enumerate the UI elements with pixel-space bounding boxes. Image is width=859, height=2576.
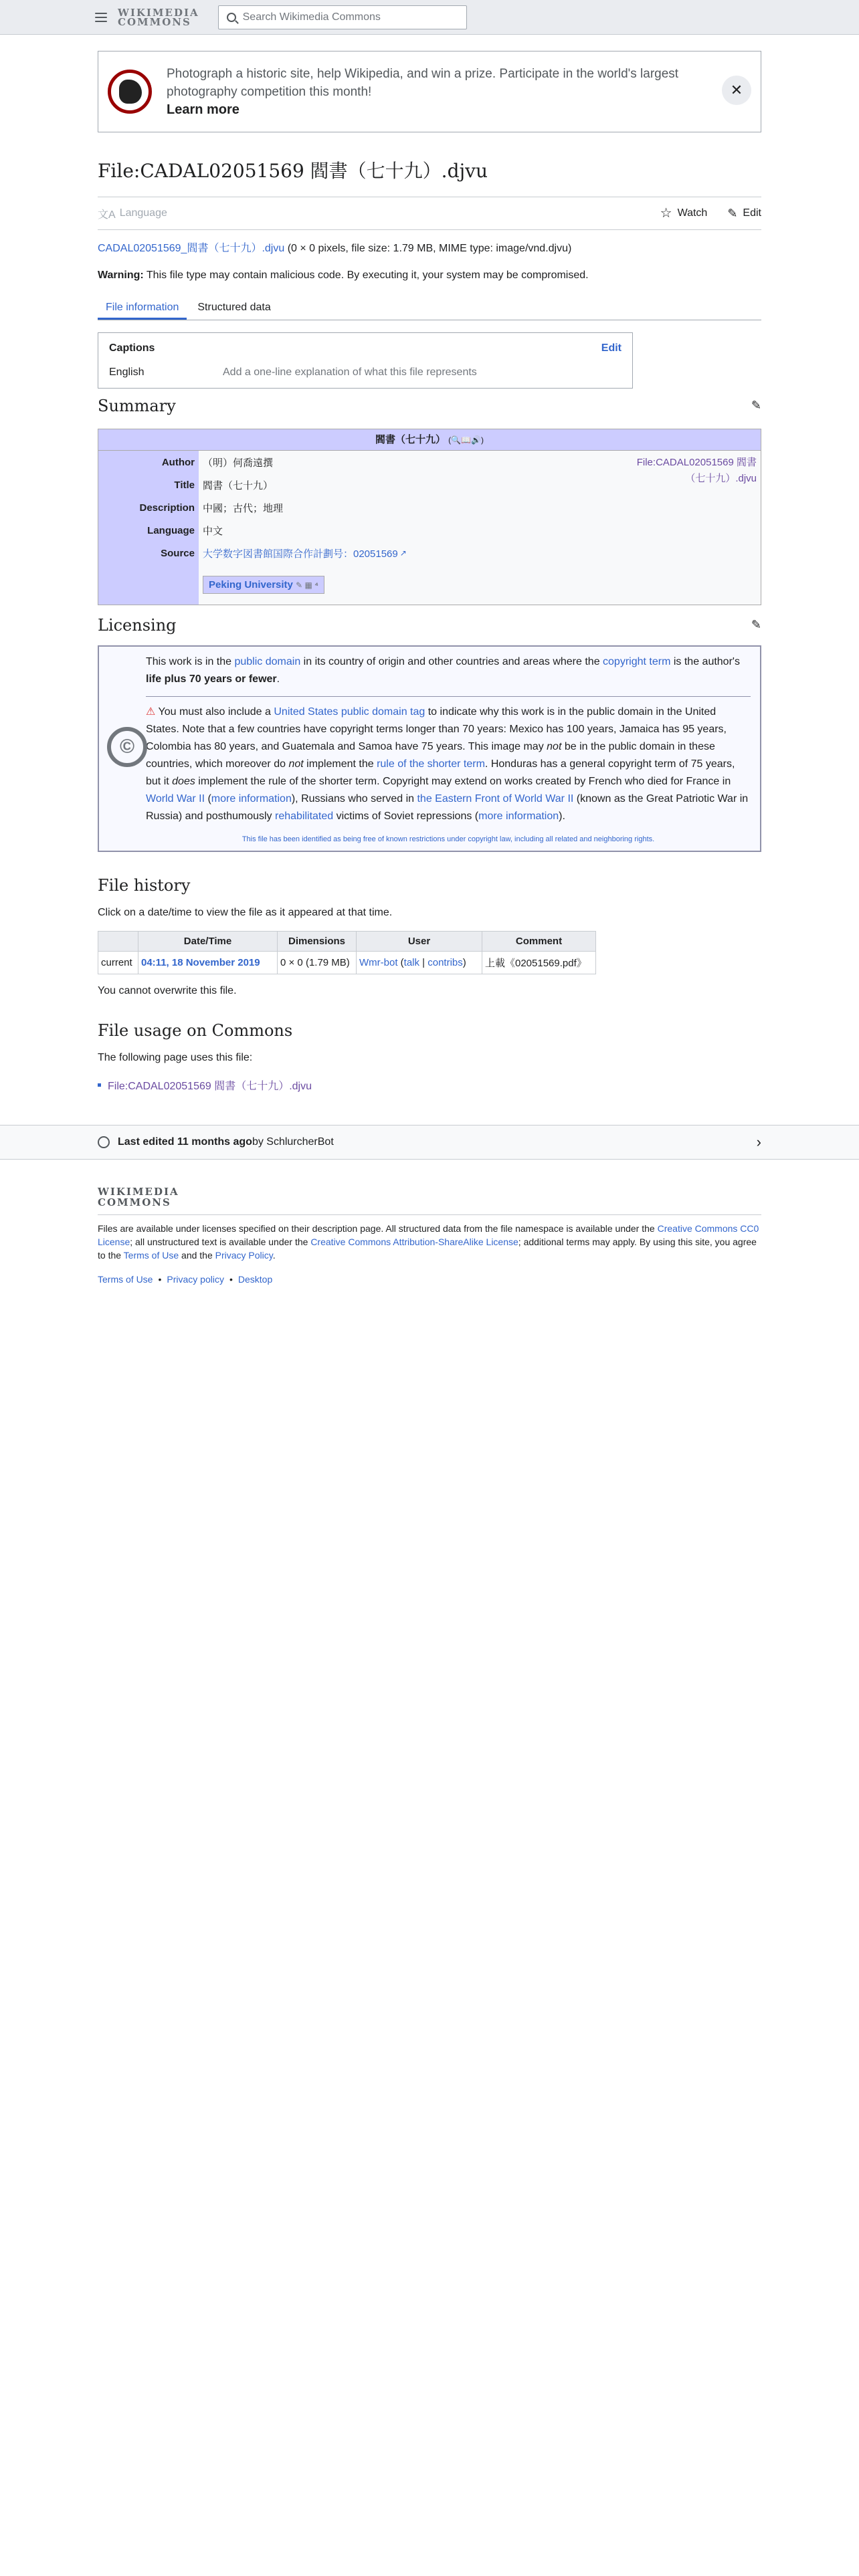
- value-language: 中文: [203, 525, 223, 537]
- search-icon: [227, 13, 236, 22]
- eastern-front-link[interactable]: the Eastern Front of World War II: [417, 793, 574, 804]
- value-description: 中國；古代；地理: [203, 502, 284, 514]
- edit-summary-icon[interactable]: ✎: [751, 399, 761, 413]
- main-content: [98, 51, 761, 1093]
- watch-label: Watch: [677, 207, 708, 219]
- last-edited-by: by SchlurcherBot: [252, 1136, 334, 1148]
- file-history-heading: File history: [98, 876, 191, 895]
- star-icon: ☆: [660, 206, 672, 221]
- lic-text: (: [205, 793, 211, 804]
- desktop-link[interactable]: Desktop: [237, 1274, 273, 1285]
- logo-line-1: WIKIMEDIA: [118, 6, 199, 19]
- col-datetime: Date/Time: [138, 932, 278, 952]
- captions-title: Captions: [109, 342, 155, 354]
- search-placeholder: Search Wikimedia Commons: [242, 11, 381, 23]
- col-dimensions: Dimensions: [278, 932, 357, 952]
- table-header-row: [98, 932, 596, 952]
- tab-structured-data[interactable]: Structured data: [197, 302, 271, 313]
- infobox-title-icons[interactable]: (🔍📖🔊): [448, 435, 484, 445]
- campaign-banner: [98, 51, 761, 132]
- usage-page-link[interactable]: File:CADAL02051569 閻書（七十九）.djvu: [108, 1081, 312, 1092]
- table-row: [98, 952, 596, 974]
- menu-icon[interactable]: [95, 13, 111, 22]
- cc0-link[interactable]: Creative Commons CC0 License: [98, 1223, 759, 1247]
- license-divider: [146, 696, 751, 697]
- value-title: 閻書（七十九）: [203, 479, 274, 492]
- lic-text: . Honduras has a general copyright term of 75 years, but it: [146, 758, 735, 787]
- caption-placeholder[interactable]: Add a one-line explanation of what this file represents: [223, 366, 477, 378]
- lic-text: You must also include a: [158, 706, 274, 718]
- col-comment: Comment: [482, 932, 596, 952]
- legal-text: ; additional terms may apply. By using this site, you agree to the: [98, 1237, 757, 1261]
- file-history-intro: Click on a date/time to view the file as it appeared at that time.: [98, 907, 393, 918]
- lic-text: ).: [559, 811, 565, 822]
- label-source: Source: [161, 547, 195, 559]
- more-info-link-2[interactable]: more information: [478, 811, 559, 822]
- legal-text: .: [272, 1250, 276, 1261]
- banner-text: Photograph a historic site, help Wikipedia, and win a prize. Participate in the world's largest photography competition this month!: [167, 66, 679, 99]
- license-paragraph-1: [146, 653, 751, 688]
- institution-box[interactable]: [203, 576, 324, 594]
- search-input[interactable]: [218, 5, 467, 29]
- legal-text: ; all unstructured text is available under the: [130, 1237, 311, 1247]
- public-domain-link[interactable]: public domain: [234, 656, 301, 667]
- label-description: Description: [139, 502, 195, 514]
- license-paragraph-2: [146, 704, 751, 825]
- talk-link[interactable]: talk: [403, 957, 420, 968]
- lic-em: not: [547, 741, 562, 752]
- warning-text: This file type may contain malicious code. By executing it, your system may be compromised.: [146, 270, 589, 281]
- row-dimensions: 0 × 0 (1.79 MB): [278, 952, 357, 974]
- ww2-link[interactable]: World War II: [146, 793, 205, 804]
- summary-infobox: [98, 429, 761, 605]
- institution-name: Peking University: [209, 578, 293, 591]
- lic-text: (known as the Great Patriotic War in Russia) and posthumously: [146, 793, 749, 822]
- learn-more-link[interactable]: Learn more: [167, 102, 240, 117]
- rehabilitated-link[interactable]: rehabilitated: [274, 811, 334, 822]
- infobox-file-link[interactable]: File:CADAL02051569 閻書（七十九）.djvu: [636, 457, 757, 484]
- license-footnote[interactable]: This file has been identified as being free of known restrictions under copyright law, including all related and neighboring rights.: [242, 835, 655, 843]
- value-author: （明）何喬遠撰: [203, 457, 274, 469]
- cc-by-sa-link[interactable]: Creative Commons Attribution-ShareAlike License: [310, 1237, 518, 1247]
- label-language: Language: [147, 524, 195, 536]
- list-item: [98, 1077, 761, 1093]
- close-icon: ✕: [730, 82, 743, 98]
- bullet-icon: [98, 1083, 101, 1087]
- label-author: Author: [161, 456, 195, 468]
- banner-text-block: [167, 65, 688, 119]
- terms-of-use-link[interactable]: Terms of Use: [98, 1274, 153, 1285]
- lic-text: .: [276, 673, 280, 685]
- footer-logo-line-1: WIKIMEDIA: [98, 1186, 179, 1198]
- row-status: current: [98, 952, 138, 974]
- dot-separator: •: [158, 1274, 162, 1285]
- footer: [98, 1186, 761, 1286]
- close-banner-button[interactable]: [722, 76, 751, 105]
- col-blank: [98, 932, 138, 952]
- terms-link-inline[interactable]: Terms of Use: [123, 1250, 179, 1261]
- lic-text: ), Russians who served in: [291, 793, 417, 804]
- row-user: Wmr-bot (talk | contribs): [357, 952, 482, 974]
- page-title: File:CADAL02051569 閻書（七十九）.djvu: [98, 160, 488, 182]
- logo-line-2: COMMONS: [118, 15, 191, 28]
- site-logo[interactable]: [118, 8, 199, 27]
- malicious-code-warning: [98, 270, 761, 282]
- lic-em: not: [288, 758, 304, 770]
- lic-text: victims of Soviet repressions (: [333, 811, 479, 822]
- wiki-loves-monuments-logo: [108, 70, 152, 114]
- last-edited-bar[interactable]: [0, 1125, 859, 1160]
- us-pd-tag-link[interactable]: United States public domain tag: [274, 706, 425, 718]
- external-link-icon: ↗: [399, 548, 407, 558]
- watch-button[interactable]: [660, 207, 708, 221]
- footer-legal: [98, 1222, 761, 1262]
- lic-em: does: [172, 776, 195, 787]
- user-link[interactable]: Wmr-bot: [359, 957, 398, 968]
- infobox-values: [199, 451, 761, 605]
- license-box: [98, 645, 761, 852]
- summary-heading: [98, 395, 761, 417]
- language-button[interactable]: [98, 206, 167, 221]
- shorter-term-link[interactable]: rule of the shorter term: [377, 758, 485, 770]
- last-edited-label: Last edited 11 months ago: [118, 1136, 252, 1148]
- contribs-link[interactable]: contribs: [427, 957, 463, 968]
- lic-text: is the author's: [670, 656, 740, 667]
- label-title: Title: [174, 479, 195, 491]
- row-comment: 上載《02051569.pdf》: [482, 952, 596, 974]
- row-datetime-link[interactable]: 04:11, 18 November 2019: [141, 957, 260, 968]
- dot-separator: •: [229, 1274, 233, 1285]
- file-usage-heading: File usage on Commons: [98, 1021, 293, 1040]
- top-bar: [0, 0, 859, 35]
- captions-edit-link[interactable]: Edit: [601, 342, 622, 354]
- warning-icon: ⚠: [146, 706, 156, 718]
- infobox-labels: [98, 451, 199, 605]
- edit-licensing-icon[interactable]: ✎: [751, 618, 761, 632]
- copyright-term-link[interactable]: copyright term: [603, 656, 671, 667]
- licensing-heading: [98, 615, 761, 636]
- translate-icon: 文A: [98, 209, 116, 221]
- lic-text: in its country of origin and other countries and areas where the: [300, 656, 603, 667]
- col-user: User: [357, 932, 482, 952]
- privacy-link-inline[interactable]: Privacy Policy: [215, 1250, 273, 1261]
- file-meta: (0 × 0 pixels, file size: 1.79 MB, MIME type: image/vnd.djvu): [287, 243, 572, 254]
- public-domain-icon: ©: [107, 727, 147, 767]
- institution-edit-icon: ✎ ▦ ⁴: [296, 580, 319, 590]
- value-source-link[interactable]: 大学数字図書館国際合作計劃号：02051569: [203, 548, 398, 560]
- lic-text: This work is in the: [146, 656, 235, 667]
- file-usage-intro: The following page uses this file:: [98, 1052, 253, 1063]
- footer-logo-line-2: COMMONS: [98, 1196, 171, 1208]
- footer-logo: [98, 1186, 761, 1215]
- file-info-line: [98, 239, 761, 255]
- legal-text: Files are available under licenses specified on their description page. All structured data from the file namespace is available under the: [98, 1223, 658, 1234]
- pencil-icon: ✎: [727, 206, 738, 220]
- more-info-link[interactable]: more information: [211, 793, 292, 804]
- history-icon: [98, 1136, 110, 1148]
- warning-label: Warning:: [98, 270, 144, 281]
- lic-text: implement the rule of the shorter term. Copyright may extend on works created by French who died for France in: [195, 776, 731, 787]
- edit-label: Edit: [743, 207, 761, 219]
- infobox-title-text: 閻書（七十九）: [375, 434, 446, 445]
- lic-bold: life plus 70 years or fewer: [146, 673, 277, 685]
- file-history-table: [98, 931, 596, 974]
- edit-button[interactable]: [727, 207, 761, 221]
- lic-text: to indicate why this work is in the public domain in the United States. Note that a few countries have copyright terms longer than 70 years: Mexico has 100 years, Jamaica has 95 years, Colombia has 80 years, and Guatemala and Samoa have 75 years. This image may: [146, 706, 727, 752]
- lic-text: be in the public domain in these countries, which moreover do: [146, 741, 715, 770]
- tab-file-information[interactable]: File information: [98, 300, 187, 320]
- summary-heading-text: Summary: [98, 397, 176, 415]
- page-actions-bar: [98, 197, 761, 230]
- chevron-right-icon: ›: [756, 1134, 761, 1150]
- caption-language: English: [109, 366, 145, 378]
- legal-text: and the: [179, 1250, 215, 1261]
- lic-text: implement the: [303, 758, 377, 770]
- infobox-title: [98, 429, 761, 451]
- licensing-heading-text: Licensing: [98, 616, 177, 635]
- original-file-link[interactable]: CADAL02051569_閻書（七十九）.djvu: [98, 243, 285, 254]
- privacy-policy-link[interactable]: Privacy policy: [167, 1274, 224, 1285]
- captions-box: [98, 332, 633, 389]
- language-label: Language: [119, 207, 167, 219]
- footer-links: [98, 1273, 761, 1286]
- file-tabs: [98, 300, 761, 320]
- overwrite-notice: You cannot overwrite this file.: [98, 985, 237, 996]
